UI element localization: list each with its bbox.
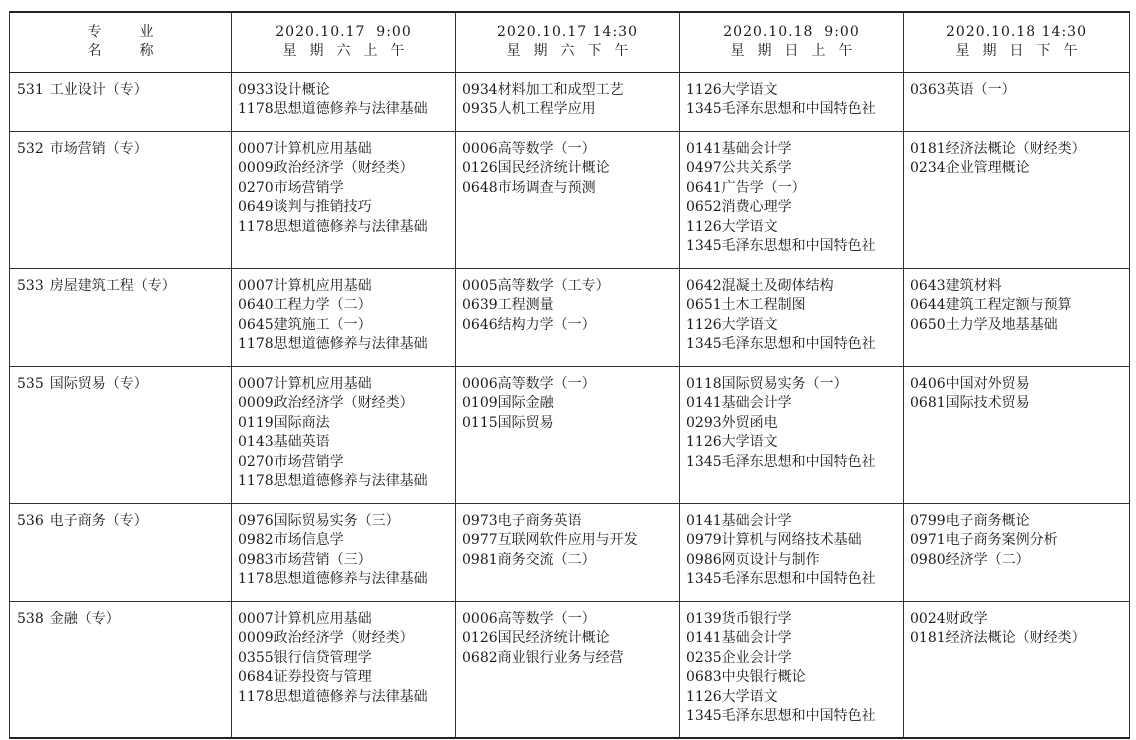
course-item: 0007计算机应用基础 — [238, 610, 372, 627]
course-item: 0141基础会计学 — [686, 512, 792, 529]
course-item: 0639工程测量 — [462, 297, 554, 313]
course-item: 1178思想道德修养与法律基础 — [238, 336, 428, 352]
major-code: 531 — [17, 81, 44, 98]
major-header-line1: 专业 — [87, 24, 192, 41]
course-item: 0651土木工程制图 — [686, 297, 806, 313]
header-row — [10, 12, 1130, 72]
major-name: 国际贸易（专） — [49, 375, 148, 392]
course-item: 1345毛泽东思想和中国特色社 — [686, 101, 876, 117]
course-item: 0645建筑施工（一） — [238, 316, 372, 333]
session-courses-cell — [456, 366, 680, 503]
session-day: 星期日上午 — [730, 43, 866, 60]
course-item: 0115国际贸易 — [462, 414, 554, 431]
course-item: 0109国际金融 — [462, 395, 554, 411]
session-courses-cell — [904, 601, 1130, 738]
course-item: 0681国际技术贸易 — [910, 395, 1030, 411]
course-item: 0009政治经济学（财经类） — [238, 160, 414, 176]
exam-schedule-table — [9, 11, 1130, 739]
session-courses-cell — [680, 268, 904, 366]
course-item: 1345毛泽东思想和中国特色社 — [686, 238, 876, 254]
major-header-line2: 名称 — [87, 43, 192, 60]
course-item: 0642混凝土及砌体结构 — [686, 277, 834, 294]
session-courses-cell — [232, 601, 456, 738]
major-name: 工业设计（专） — [49, 81, 148, 98]
session-courses-cell — [456, 601, 680, 738]
course-item: 0640工程力学（二） — [238, 297, 372, 313]
course-item: 0181经济法概论（财经类） — [910, 630, 1086, 646]
major-name: 房屋建筑工程（专） — [49, 277, 176, 294]
course-item: 0979计算机与网络技术基础 — [686, 532, 862, 548]
major-row — [10, 268, 1130, 366]
course-item: 0005高等数学（工专） — [462, 277, 610, 294]
course-item: 0976国际贸易实务（三） — [238, 512, 400, 529]
major-code: 533 — [17, 277, 44, 294]
major-name: 市场营销（专） — [49, 140, 148, 157]
session-date: 2020.10.17 9:00 — [275, 24, 412, 41]
session-courses-cell — [456, 268, 680, 366]
course-item: 0141基础会计学 — [686, 630, 792, 646]
course-item: 0234企业管理概论 — [910, 160, 1030, 176]
course-item: 0933设计概论 — [238, 81, 330, 98]
course-item: 0982市场信息学 — [238, 532, 344, 548]
course-item: 0646结构力学（一） — [462, 316, 596, 333]
major-cell — [10, 366, 232, 503]
course-item: 0652消费心理学 — [686, 199, 792, 215]
session-day: 星期六上午 — [282, 43, 418, 60]
major-code: 538 — [17, 610, 44, 627]
session-header-2 — [456, 12, 680, 72]
course-item: 1178思想道德修养与法律基础 — [238, 571, 428, 587]
course-item: 0983市场营销（三） — [238, 551, 372, 568]
major-cell — [10, 268, 232, 366]
course-item: 0986网页设计与制作 — [686, 551, 820, 568]
session-date: 2020.10.17 14:30 — [497, 24, 638, 41]
session-courses-cell — [904, 366, 1130, 503]
major-cell — [10, 131, 232, 268]
course-item: 1178思想道德修养与法律基础 — [238, 473, 428, 489]
course-item: 0684证券投资与管理 — [238, 669, 372, 685]
course-item: 1178思想道德修养与法律基础 — [238, 218, 428, 235]
major-cell — [10, 601, 232, 738]
course-item: 0007计算机应用基础 — [238, 375, 372, 392]
course-item: 0406中国对外贸易 — [910, 375, 1030, 392]
major-cell — [10, 72, 232, 131]
course-item: 0181经济法概论（财经类） — [910, 140, 1086, 157]
course-item: 0235企业会计学 — [686, 649, 792, 666]
session-courses-cell — [232, 503, 456, 601]
course-item: 0643建筑材料 — [910, 277, 1002, 294]
course-item: 0981商务交流（二） — [462, 551, 596, 568]
course-item: 1126大学语文 — [686, 316, 778, 333]
course-item: 0139货币银行学 — [686, 610, 792, 627]
course-item: 0649谈判与推销技巧 — [238, 199, 372, 215]
course-item: 1345毛泽东思想和中国特色社 — [686, 336, 876, 352]
session-day: 星期六下午 — [506, 43, 642, 60]
course-item: 0973电子商务英语 — [462, 512, 582, 529]
major-column-header — [10, 12, 232, 72]
course-item: 0363英语（一） — [910, 81, 1016, 98]
course-item: 0293外贸函电 — [686, 414, 778, 431]
course-item: 1345毛泽东思想和中国特色社 — [686, 453, 876, 470]
session-courses-cell — [904, 72, 1130, 131]
session-courses-cell — [680, 601, 904, 738]
major-name: 金融（专） — [49, 610, 120, 627]
course-item: 0009政治经济学（财经类） — [238, 395, 414, 411]
course-item: 0935人机工程学应用 — [462, 101, 596, 117]
major-row — [10, 601, 1130, 738]
course-item: 0934材料加工和成型工艺 — [462, 81, 624, 98]
course-item: 0118国际贸易实务（一） — [686, 375, 848, 392]
course-item: 0141基础会计学 — [686, 395, 792, 411]
course-item: 0977互联网软件应用与开发 — [462, 532, 638, 548]
session-courses-cell — [232, 72, 456, 131]
session-courses-cell — [904, 503, 1130, 601]
session-date: 2020.10.18 9:00 — [723, 24, 860, 41]
session-courses-cell — [456, 131, 680, 268]
session-courses-cell — [680, 503, 904, 601]
course-item: 0006高等数学（一） — [462, 375, 596, 392]
course-item: 0683中央银行概论 — [686, 669, 806, 685]
session-courses-cell — [680, 131, 904, 268]
course-item: 0141基础会计学 — [686, 140, 792, 157]
course-item: 0126国民经济统计概论 — [462, 630, 610, 646]
session-courses-cell — [232, 131, 456, 268]
course-item: 0119国际商法 — [238, 414, 330, 431]
major-code: 536 — [17, 512, 44, 529]
session-courses-cell — [456, 72, 680, 131]
major-code: 535 — [17, 375, 44, 392]
session-courses-cell — [904, 268, 1130, 366]
course-item: 0641广告学（一） — [686, 179, 806, 196]
course-item: 1126大学语文 — [686, 218, 778, 235]
course-item: 1178思想道德修养与法律基础 — [238, 101, 428, 117]
course-item: 0980经济学（二） — [910, 551, 1030, 568]
course-item: 1126大学语文 — [686, 81, 778, 98]
major-row — [10, 131, 1130, 268]
session-header-3 — [680, 12, 904, 72]
major-row — [10, 72, 1130, 131]
course-item: 0644建筑工程定额与预算 — [910, 297, 1072, 313]
session-courses-cell — [232, 366, 456, 503]
course-item: 1345毛泽东思想和中国特色社 — [686, 571, 876, 587]
session-courses-cell — [680, 366, 904, 503]
course-item: 0270市场营销学 — [238, 453, 344, 470]
course-item: 0497公共关系学 — [686, 160, 792, 176]
course-item: 1126大学语文 — [686, 688, 778, 705]
course-item: 0006高等数学（一） — [462, 140, 596, 157]
course-item: 0650土力学及地基基础 — [910, 316, 1058, 333]
major-name: 电子商务（专） — [49, 512, 148, 529]
course-item: 0799电子商务概论 — [910, 512, 1030, 529]
course-item: 0009政治经济学（财经类） — [238, 630, 414, 646]
session-header-4 — [904, 12, 1130, 72]
course-item: 0648市场调查与预测 — [462, 179, 596, 196]
course-item: 0126国民经济统计概论 — [462, 160, 610, 176]
course-item: 0006高等数学（一） — [462, 610, 596, 627]
course-item: 0007计算机应用基础 — [238, 140, 372, 157]
course-item: 0971电子商务案例分析 — [910, 532, 1058, 548]
major-row — [10, 503, 1130, 601]
session-courses-cell — [456, 503, 680, 601]
session-courses-cell — [232, 268, 456, 366]
schedule-body — [10, 72, 1130, 738]
course-item: 1345毛泽东思想和中国特色社 — [686, 708, 876, 724]
course-item: 1178思想道德修养与法律基础 — [238, 688, 428, 705]
course-item: 0007计算机应用基础 — [238, 277, 372, 294]
session-courses-cell — [904, 131, 1130, 268]
course-item: 0355银行信贷管理学 — [238, 649, 372, 666]
course-item: 1126大学语文 — [686, 434, 778, 450]
course-item: 0270市场营销学 — [238, 179, 344, 196]
major-code: 532 — [17, 140, 44, 157]
major-row — [10, 366, 1130, 503]
major-cell — [10, 503, 232, 601]
session-header-1 — [232, 12, 456, 72]
course-item: 0143基础英语 — [238, 434, 330, 450]
course-item: 0024财政学 — [910, 610, 988, 627]
session-day: 星期日下午 — [955, 43, 1091, 60]
course-item: 0682商业银行业务与经营 — [462, 649, 624, 666]
session-courses-cell — [680, 72, 904, 131]
session-date: 2020.10.18 14:30 — [946, 24, 1087, 41]
